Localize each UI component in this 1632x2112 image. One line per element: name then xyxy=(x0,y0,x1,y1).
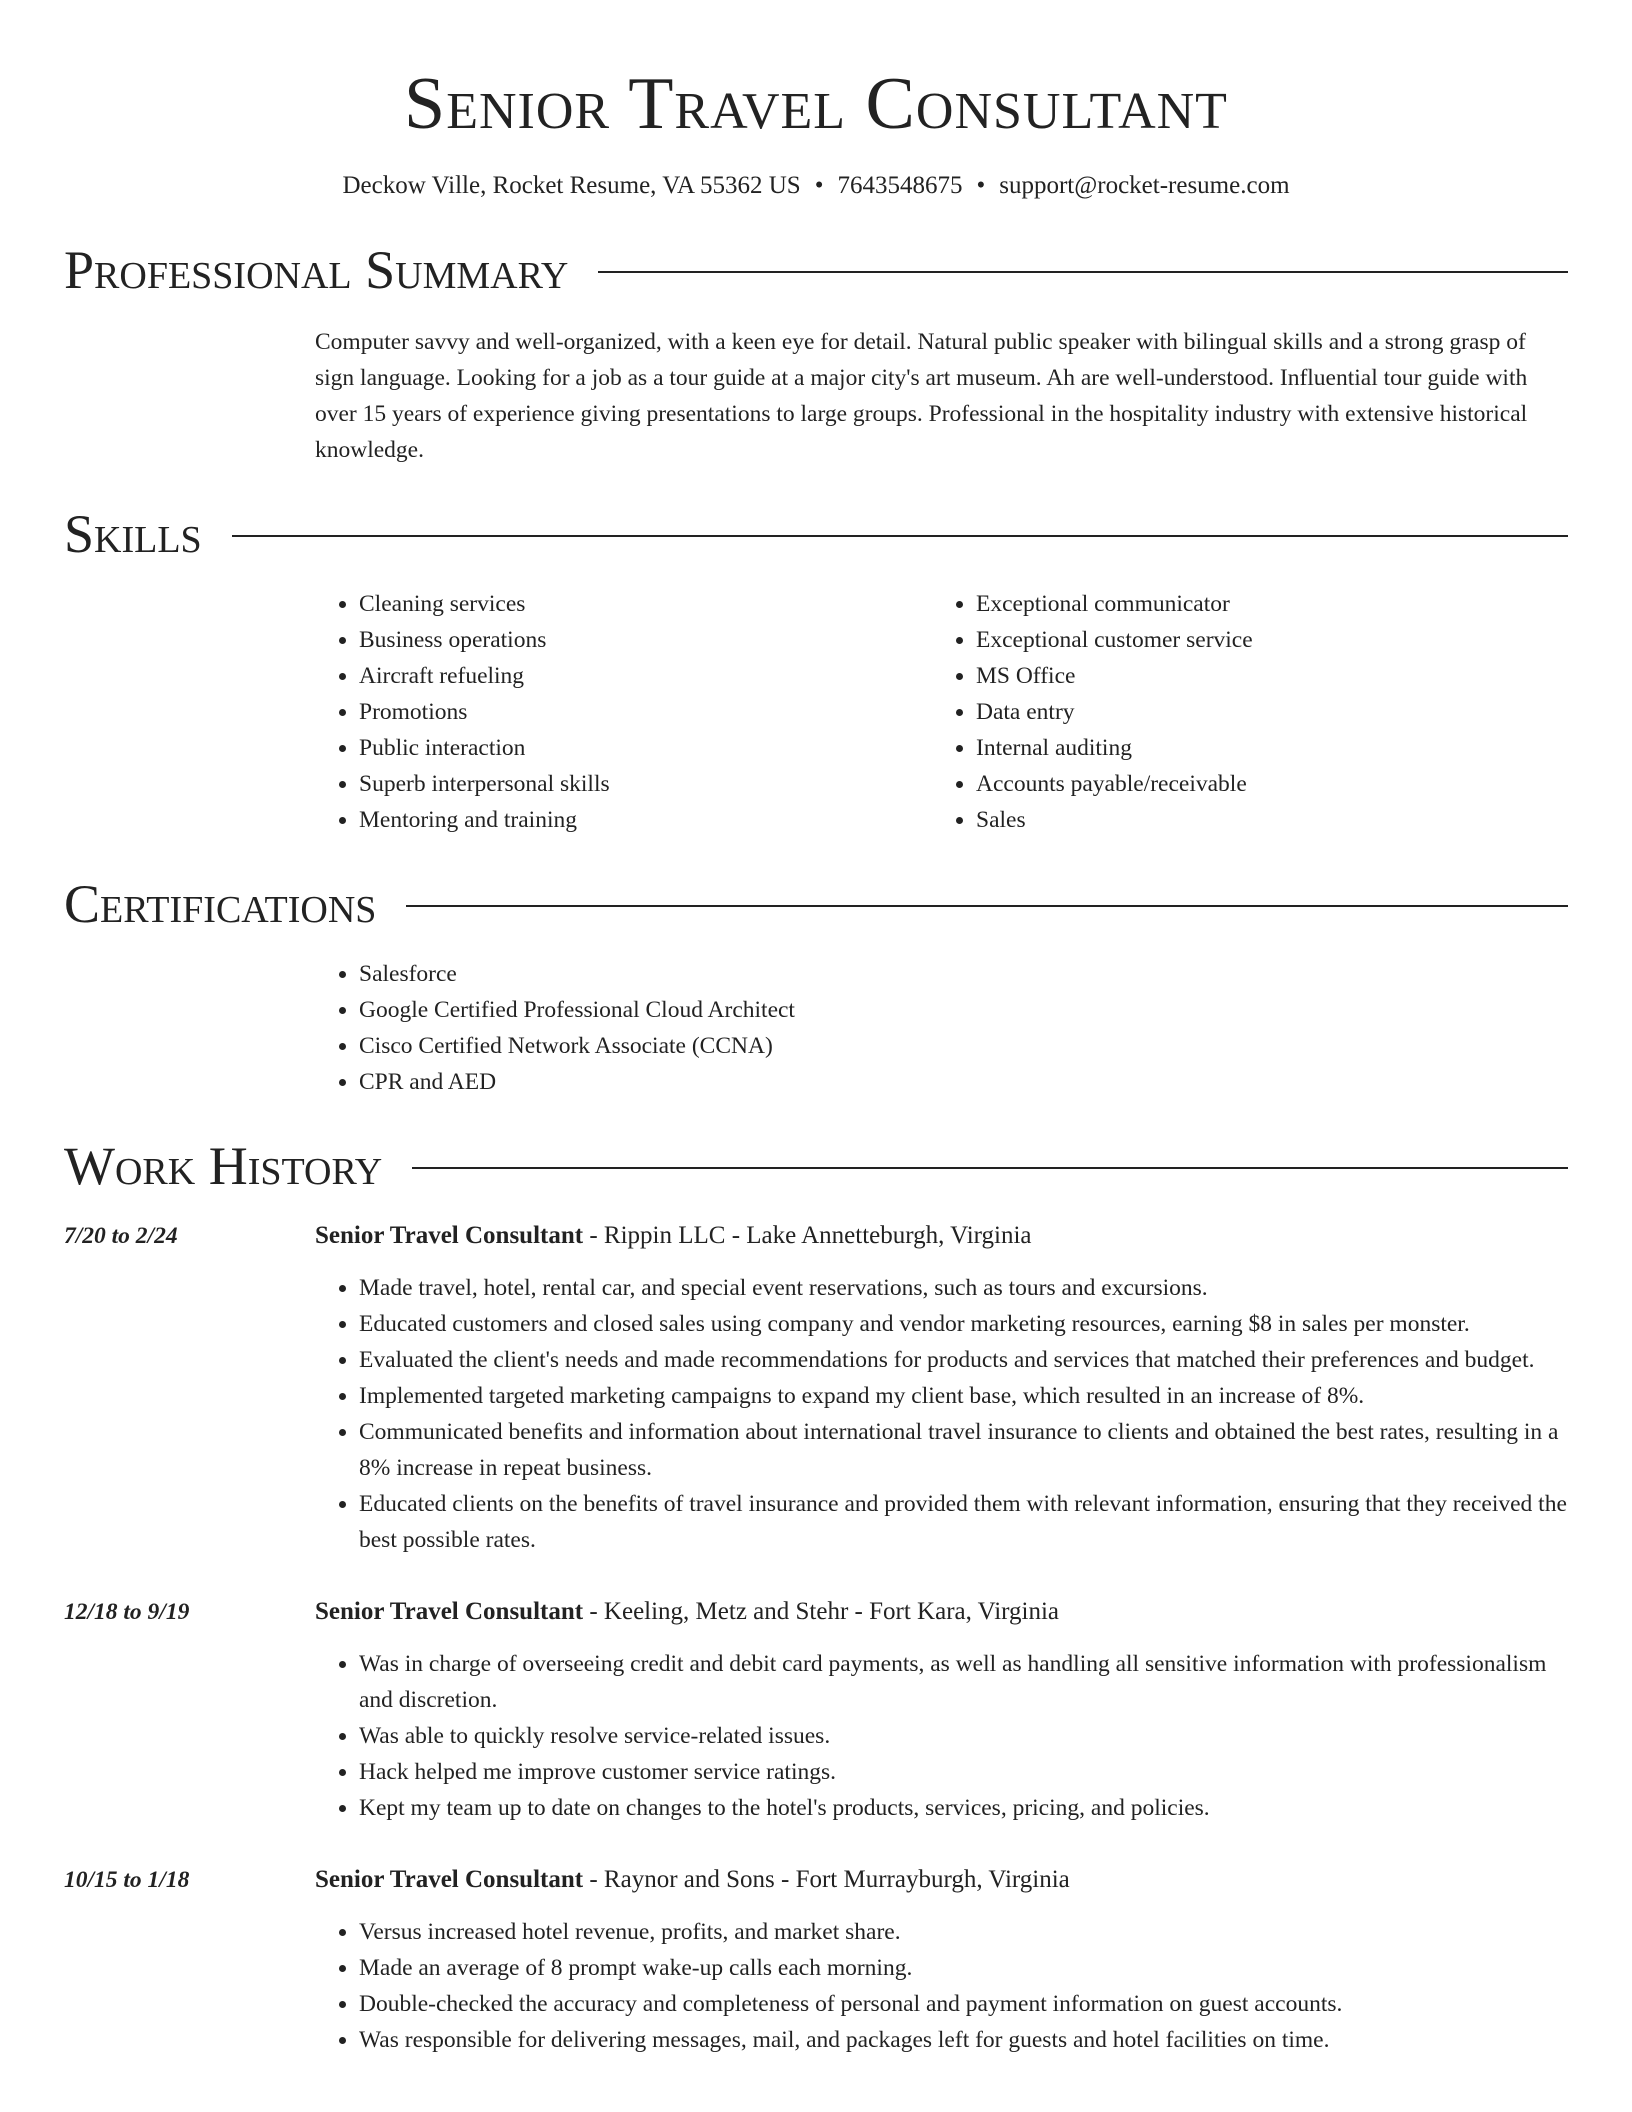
skill-item: • Superb interpersonal skills xyxy=(359,766,932,802)
job-bullet: • Educated clients on the benefits of travel insurance and provided them with relevant information, ensuring that they received the best possible rates. xyxy=(359,1486,1568,1558)
skill-item: • Exceptional customer service xyxy=(976,622,1549,658)
work-section-header xyxy=(64,1134,1568,1198)
skill-item: • Internal auditing xyxy=(976,730,1549,766)
section-divider xyxy=(598,271,1568,273)
skill-item: • Cleaning services xyxy=(359,586,932,622)
skill-item: • Mentoring and training xyxy=(359,802,932,838)
contact-address: Deckow Ville, Rocket Resume, VA 55362 US xyxy=(342,172,801,199)
skill-item: • Business operations xyxy=(359,622,932,658)
job-body xyxy=(315,1218,1568,1558)
skills-column-left xyxy=(315,586,932,838)
job-bullet: • Versus increased hotel revenue, profits, and market share. xyxy=(359,1914,1568,1950)
skills-section-title: Skills xyxy=(64,504,202,564)
job-entry xyxy=(64,1594,1568,1826)
skill-item: • Promotions xyxy=(359,694,932,730)
skills-section-header xyxy=(64,502,1568,566)
summary-section-title: Professional Summary xyxy=(64,240,569,300)
job-bullet: • Kept my team up to date on changes to the hotel's products, services, pricing, and policies. xyxy=(359,1790,1568,1826)
skill-item: • Aircraft refueling xyxy=(359,658,932,694)
job-title: Senior Travel Consultant xyxy=(315,1866,584,1893)
skill-item: • Accounts payable/receivable xyxy=(976,766,1549,802)
certification-item: • Google Certified Professional Cloud Architect xyxy=(359,992,1568,1028)
job-heading xyxy=(315,1594,1568,1630)
job-bullet: • Made travel, hotel, rental car, and special event reservations, such as tours and excursions. xyxy=(359,1270,1568,1306)
contact-line xyxy=(64,168,1568,204)
section-divider xyxy=(406,905,1568,907)
job-title: Senior Travel Consultant xyxy=(315,1598,584,1625)
job-heading xyxy=(315,1218,1568,1254)
job-bullet: • Was able to quickly resolve service-related issues. xyxy=(359,1718,1568,1754)
contact-phone: 7643548675 xyxy=(837,172,963,199)
job-bullet: • Double-checked the accuracy and completeness of personal and payment information on guest accounts. xyxy=(359,1986,1568,2022)
section-divider xyxy=(232,535,1568,537)
certification-item: • Cisco Certified Network Associate (CCNA) xyxy=(359,1028,1568,1064)
job-employer-location: - Rippin LLC - Lake Annetteburgh, Virginia xyxy=(583,1222,1032,1249)
job-bullet: • Implemented targeted marketing campaigns to expand my client base, which resulted in an increase of 8%. xyxy=(359,1378,1568,1414)
work-section-title: Work History xyxy=(64,1136,383,1196)
job-entry xyxy=(64,1218,1568,1558)
job-body xyxy=(315,1594,1568,1826)
job-bullet: • Was responsible for delivering messages, mail, and packages left for guests and hotel facilities on time. xyxy=(359,2022,1568,2058)
job-bullet: • Communicated benefits and information about international travel insurance to clients and obtained the best rates, resulting in a 8% increase in repeat business. xyxy=(359,1414,1568,1486)
job-dates: 12/18 to 9/19 xyxy=(64,1599,190,1625)
skill-item: • Exceptional communicator xyxy=(976,586,1549,622)
contact-separator: • xyxy=(976,172,986,199)
contact-email: support@rocket-resume.com xyxy=(999,172,1290,199)
job-title: Senior Travel Consultant xyxy=(315,1222,584,1249)
job-employer-location: - Raynor and Sons - Fort Murrayburgh, Virginia xyxy=(583,1866,1070,1893)
skill-item: • Public interaction xyxy=(359,730,932,766)
candidate-name: Senior Travel Consultant xyxy=(404,63,1228,145)
job-entry xyxy=(64,1862,1568,2058)
certification-item: • CPR and AED xyxy=(359,1064,1568,1100)
certifications-section-title: Certifications xyxy=(64,874,377,934)
job-heading xyxy=(315,1862,1568,1898)
job-bullet: • Hack helped me improve customer service ratings. xyxy=(359,1754,1568,1790)
skills-list xyxy=(315,586,1568,838)
summary-text: Computer savvy and well-organized, with a keen eye for detail. Natural public speaker with bilingual skills and a strong grasp of sign language. Looking for a job as a tour guide at a major city's art museum. Ah are well-understood. Influential tour guide with over 15 years of experience giving presentations to large groups. Professional in the hospitality industry with extensive historical knowledge. xyxy=(315,329,1528,463)
job-bullet: • Made an average of 8 prompt wake-up calls each morning. xyxy=(359,1950,1568,1986)
summary-section-header xyxy=(64,238,1568,302)
contact-separator: • xyxy=(814,172,824,199)
skill-item: • Sales xyxy=(976,802,1549,838)
certifications-section-header xyxy=(64,872,1568,936)
job-bullet: • Evaluated the client's needs and made recommendations for products and services that matched their preferences and budget. xyxy=(359,1342,1568,1378)
job-dates: 10/15 to 1/18 xyxy=(64,1867,190,1893)
skills-column-right xyxy=(932,586,1549,838)
skill-item: • Data entry xyxy=(976,694,1549,730)
job-employer-location: - Keeling, Metz and Stehr - Fort Kara, Virginia xyxy=(583,1598,1060,1625)
job-bullet: • Was in charge of overseeing credit and debit card payments, as well as handling all sensitive information with professionalism and discretion. xyxy=(359,1646,1568,1718)
job-bullet: • Educated customers and closed sales using company and vendor marketing resources, earning $8 in sales per monster. xyxy=(359,1306,1568,1342)
job-dates: 7/20 to 2/24 xyxy=(64,1223,178,1249)
certification-item: • Salesforce xyxy=(359,956,1568,992)
certifications-list xyxy=(315,956,1568,1100)
skill-item: • MS Office xyxy=(976,658,1549,694)
job-body xyxy=(315,1862,1568,2058)
section-divider xyxy=(412,1167,1568,1169)
